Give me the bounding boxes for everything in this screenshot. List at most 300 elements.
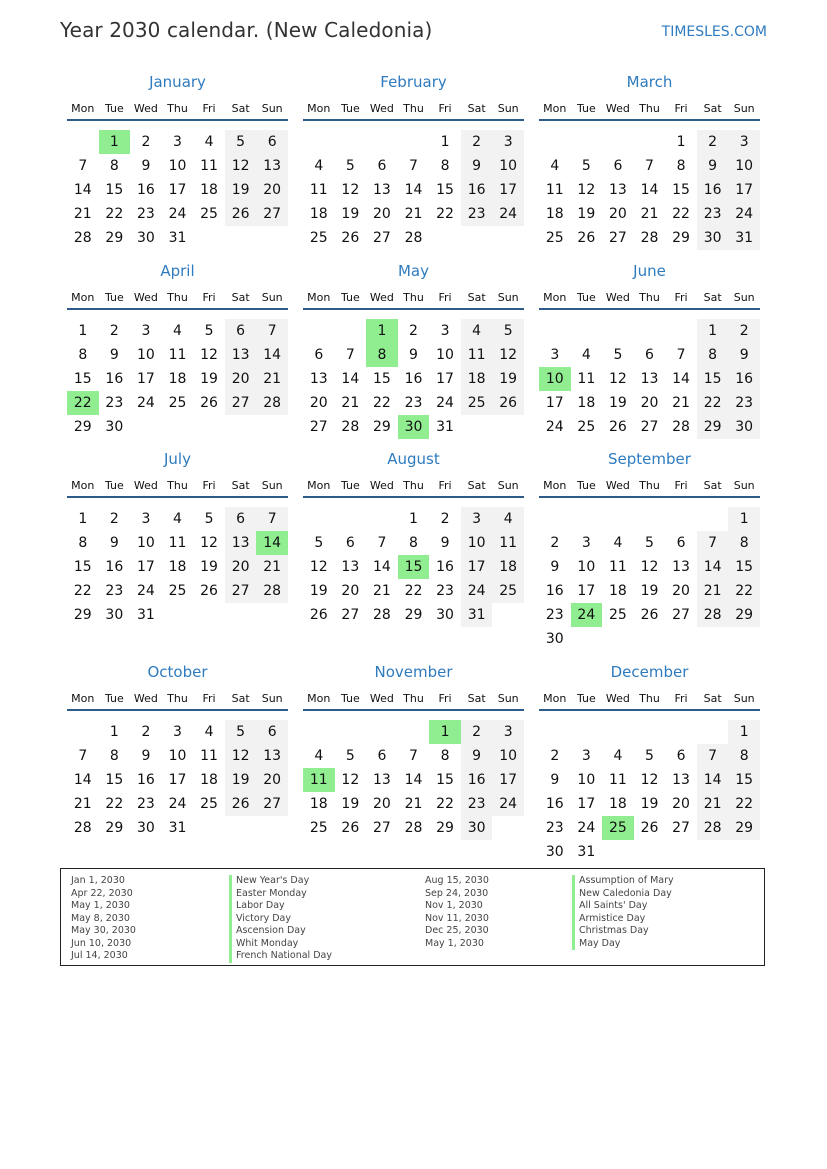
day-cell[interactable]: 1: [78, 511, 88, 527]
day-cell[interactable]: 2: [550, 535, 560, 551]
day-cell[interactable]: 11: [200, 158, 218, 174]
day-cell[interactable]: 9: [550, 772, 560, 788]
day-cell[interactable]: 28: [640, 230, 659, 246]
day-cell[interactable]: 12: [640, 559, 659, 575]
day-cell[interactable]: 12: [200, 535, 218, 551]
day-cell[interactable]: 8: [728, 531, 760, 555]
day-cell[interactable]: 21: [372, 583, 391, 599]
day-cell[interactable]: 25: [545, 230, 564, 246]
day-cell[interactable]: 9: [728, 343, 760, 367]
day-cell[interactable]: 26: [577, 230, 596, 246]
day-cell[interactable]: 4: [492, 507, 524, 531]
day-cell[interactable]: 26: [341, 820, 360, 836]
day-cell[interactable]: 31: [436, 419, 454, 435]
day-cell[interactable]: 18: [200, 772, 218, 788]
day-cell[interactable]: 26: [608, 419, 627, 435]
day-cell[interactable]: 29: [73, 419, 92, 435]
day-cell[interactable]: 20: [608, 206, 627, 222]
day-cell[interactable]: 13: [372, 182, 391, 198]
day-cell[interactable]: 12: [200, 347, 218, 363]
day-cell[interactable]: 15: [398, 555, 430, 579]
day-cell[interactable]: 27: [372, 230, 391, 246]
day-cell[interactable]: 14: [672, 371, 690, 387]
day-cell[interactable]: 7: [676, 347, 686, 363]
day-cell[interactable]: 18: [168, 559, 187, 575]
day-cell[interactable]: 17: [461, 555, 493, 579]
day-cell[interactable]: 10: [136, 535, 155, 551]
day-cell[interactable]: 4: [461, 319, 493, 343]
day-cell[interactable]: 21: [404, 796, 423, 812]
day-cell[interactable]: 13: [640, 371, 659, 387]
day-cell[interactable]: 22: [372, 395, 391, 411]
day-cell[interactable]: 9: [141, 748, 151, 764]
day-cell[interactable]: 14: [404, 182, 423, 198]
brand-link[interactable]: TIMESLES.COM: [661, 24, 767, 40]
day-cell[interactable]: 24: [461, 579, 493, 603]
day-cell[interactable]: 22: [672, 206, 690, 222]
day-cell[interactable]: 3: [492, 130, 524, 154]
day-cell[interactable]: 16: [136, 182, 155, 198]
day-cell[interactable]: 10: [539, 367, 571, 391]
day-cell[interactable]: 15: [73, 371, 92, 387]
day-cell[interactable]: 17: [492, 178, 524, 202]
day-cell[interactable]: 27: [672, 607, 690, 623]
day-cell[interactable]: 21: [640, 206, 659, 222]
day-cell[interactable]: 25: [200, 206, 218, 222]
day-cell[interactable]: 8: [676, 158, 686, 174]
day-cell[interactable]: 17: [136, 371, 155, 387]
day-cell[interactable]: 29: [372, 419, 391, 435]
day-cell[interactable]: 23: [461, 202, 493, 226]
day-cell[interactable]: 16: [136, 772, 155, 788]
day-cell[interactable]: 28: [404, 230, 423, 246]
day-cell[interactable]: 22: [404, 583, 423, 599]
day-cell[interactable]: 6: [256, 720, 288, 744]
day-cell[interactable]: 27: [608, 230, 627, 246]
day-cell[interactable]: 23: [461, 792, 493, 816]
day-cell[interactable]: 12: [492, 343, 524, 367]
day-cell[interactable]: 20: [372, 206, 391, 222]
day-cell[interactable]: 20: [341, 583, 360, 599]
day-cell[interactable]: 2: [109, 511, 119, 527]
day-cell[interactable]: 6: [225, 507, 257, 531]
day-cell[interactable]: 31: [168, 230, 187, 246]
day-cell[interactable]: 4: [314, 158, 324, 174]
day-cell[interactable]: 11: [200, 748, 218, 764]
day-cell[interactable]: 26: [225, 202, 257, 226]
day-cell[interactable]: 1: [697, 319, 729, 343]
day-cell[interactable]: 12: [608, 371, 627, 387]
day-cell[interactable]: 13: [672, 559, 690, 575]
day-cell[interactable]: 11: [492, 531, 524, 555]
day-cell[interactable]: 24: [577, 820, 596, 836]
day-cell[interactable]: 27: [341, 607, 360, 623]
day-cell[interactable]: 8: [409, 535, 418, 551]
day-cell[interactable]: 31: [728, 226, 760, 250]
day-cell[interactable]: 2: [440, 511, 450, 527]
day-cell[interactable]: 29: [404, 607, 423, 623]
day-cell[interactable]: 13: [256, 154, 288, 178]
day-cell[interactable]: 12: [225, 154, 257, 178]
day-cell[interactable]: 15: [697, 367, 729, 391]
day-cell[interactable]: 30: [398, 415, 430, 439]
day-cell[interactable]: 11: [168, 347, 187, 363]
day-cell[interactable]: 14: [697, 768, 729, 792]
day-cell[interactable]: 17: [577, 796, 596, 812]
day-cell[interactable]: 8: [440, 748, 450, 764]
day-cell[interactable]: 10: [492, 154, 524, 178]
day-cell[interactable]: 5: [345, 748, 355, 764]
day-cell[interactable]: 22: [105, 206, 124, 222]
day-cell[interactable]: 19: [640, 796, 659, 812]
day-cell[interactable]: 27: [640, 419, 659, 435]
day-cell[interactable]: 4: [613, 535, 623, 551]
day-cell[interactable]: 22: [697, 391, 729, 415]
day-cell[interactable]: 13: [225, 343, 257, 367]
day-cell[interactable]: 23: [105, 583, 124, 599]
day-cell[interactable]: 4: [204, 724, 214, 740]
day-cell[interactable]: 14: [697, 555, 729, 579]
day-cell[interactable]: 25: [602, 816, 634, 840]
day-cell[interactable]: 17: [492, 768, 524, 792]
day-cell[interactable]: 27: [225, 391, 257, 415]
day-cell[interactable]: 2: [109, 323, 119, 339]
day-cell[interactable]: 3: [141, 323, 151, 339]
day-cell[interactable]: 23: [105, 395, 124, 411]
day-cell[interactable]: 10: [577, 559, 596, 575]
day-cell[interactable]: 26: [492, 391, 524, 415]
day-cell[interactable]: 2: [697, 130, 729, 154]
day-cell[interactable]: 27: [672, 820, 690, 836]
day-cell[interactable]: 4: [173, 323, 182, 339]
day-cell[interactable]: 28: [341, 419, 360, 435]
day-cell[interactable]: 8: [440, 158, 450, 174]
day-cell[interactable]: 11: [461, 343, 493, 367]
day-cell[interactable]: 16: [105, 559, 124, 575]
day-cell[interactable]: 21: [256, 555, 288, 579]
day-cell[interactable]: 29: [728, 816, 760, 840]
day-cell[interactable]: 29: [697, 415, 729, 439]
day-cell[interactable]: 5: [225, 720, 257, 744]
day-cell[interactable]: 1: [728, 507, 760, 531]
day-cell[interactable]: 5: [645, 535, 654, 551]
day-cell[interactable]: 9: [461, 744, 493, 768]
day-cell[interactable]: 18: [608, 583, 627, 599]
day-cell[interactable]: 4: [550, 158, 560, 174]
day-cell[interactable]: 1: [728, 720, 760, 744]
day-cell[interactable]: 31: [461, 603, 493, 627]
day-cell[interactable]: 24: [136, 583, 155, 599]
day-cell[interactable]: 25: [200, 796, 218, 812]
day-cell[interactable]: 25: [461, 391, 493, 415]
day-cell[interactable]: 26: [225, 792, 257, 816]
day-cell[interactable]: 7: [645, 158, 654, 174]
day-cell[interactable]: 6: [377, 158, 387, 174]
day-cell[interactable]: 10: [728, 154, 760, 178]
day-cell[interactable]: 26: [200, 395, 218, 411]
day-cell[interactable]: 13: [672, 772, 690, 788]
day-cell[interactable]: 7: [256, 507, 288, 531]
day-cell[interactable]: 30: [545, 844, 564, 860]
day-cell[interactable]: 5: [492, 319, 524, 343]
day-cell[interactable]: 23: [136, 796, 155, 812]
day-cell[interactable]: 17: [545, 395, 564, 411]
day-cell[interactable]: 19: [640, 583, 659, 599]
day-cell[interactable]: 8: [366, 343, 398, 367]
day-cell[interactable]: 1: [440, 134, 450, 150]
day-cell[interactable]: 24: [492, 792, 524, 816]
day-cell[interactable]: 21: [697, 579, 729, 603]
day-cell[interactable]: 24: [571, 603, 603, 627]
day-cell[interactable]: 4: [613, 748, 623, 764]
day-cell[interactable]: 23: [728, 391, 760, 415]
day-cell[interactable]: 11: [303, 768, 335, 792]
day-cell[interactable]: 8: [78, 347, 88, 363]
day-cell[interactable]: 5: [314, 535, 324, 551]
day-cell[interactable]: 21: [672, 395, 690, 411]
day-cell[interactable]: 18: [545, 206, 564, 222]
day-cell[interactable]: 7: [256, 319, 288, 343]
day-cell[interactable]: 20: [309, 395, 328, 411]
day-cell[interactable]: 16: [105, 371, 124, 387]
day-cell[interactable]: 25: [309, 230, 328, 246]
day-cell[interactable]: 23: [136, 206, 155, 222]
day-cell[interactable]: 20: [640, 395, 659, 411]
day-cell[interactable]: 7: [78, 158, 88, 174]
day-cell[interactable]: 30: [545, 631, 564, 647]
day-cell[interactable]: 9: [109, 347, 119, 363]
day-cell[interactable]: 9: [409, 347, 418, 363]
day-cell[interactable]: 6: [676, 535, 686, 551]
day-cell[interactable]: 14: [341, 371, 360, 387]
day-cell[interactable]: 28: [372, 607, 391, 623]
day-cell[interactable]: 21: [256, 367, 288, 391]
day-cell[interactable]: 30: [105, 419, 124, 435]
day-cell[interactable]: 6: [314, 347, 324, 363]
day-cell[interactable]: 19: [577, 206, 596, 222]
day-cell[interactable]: 14: [256, 531, 288, 555]
day-cell[interactable]: 15: [105, 182, 124, 198]
day-cell[interactable]: 15: [73, 559, 92, 575]
day-cell[interactable]: 24: [728, 202, 760, 226]
day-cell[interactable]: 12: [341, 772, 360, 788]
day-cell[interactable]: 15: [436, 182, 454, 198]
day-cell[interactable]: 22: [436, 796, 454, 812]
day-cell[interactable]: 6: [345, 535, 355, 551]
day-cell[interactable]: 18: [608, 796, 627, 812]
day-cell[interactable]: 17: [136, 559, 155, 575]
day-cell[interactable]: 13: [256, 744, 288, 768]
day-cell[interactable]: 2: [461, 720, 493, 744]
day-cell[interactable]: 1: [99, 130, 131, 154]
day-cell[interactable]: 30: [136, 230, 155, 246]
day-cell[interactable]: 31: [136, 607, 155, 623]
day-cell[interactable]: 3: [141, 511, 151, 527]
day-cell[interactable]: 30: [436, 607, 454, 623]
day-cell[interactable]: 18: [309, 796, 328, 812]
day-cell[interactable]: 18: [200, 182, 218, 198]
day-cell[interactable]: 31: [168, 820, 187, 836]
day-cell[interactable]: 4: [204, 134, 214, 150]
day-cell[interactable]: 9: [461, 154, 493, 178]
day-cell[interactable]: 9: [141, 158, 151, 174]
day-cell[interactable]: 30: [105, 607, 124, 623]
day-cell[interactable]: 9: [550, 559, 560, 575]
day-cell[interactable]: 1: [429, 720, 461, 744]
day-cell[interactable]: 2: [141, 134, 151, 150]
day-cell[interactable]: 24: [136, 395, 155, 411]
day-cell[interactable]: 18: [461, 367, 493, 391]
day-cell[interactable]: 11: [309, 182, 328, 198]
day-cell[interactable]: 20: [256, 178, 288, 202]
day-cell[interactable]: 8: [728, 744, 760, 768]
day-cell[interactable]: 22: [67, 391, 99, 415]
day-cell[interactable]: 11: [608, 772, 627, 788]
day-cell[interactable]: 28: [672, 419, 690, 435]
day-cell[interactable]: 7: [409, 748, 418, 764]
day-cell[interactable]: 29: [105, 820, 124, 836]
day-cell[interactable]: 17: [168, 772, 187, 788]
day-cell[interactable]: 3: [440, 323, 450, 339]
day-cell[interactable]: 19: [200, 559, 218, 575]
day-cell[interactable]: 28: [256, 579, 288, 603]
day-cell[interactable]: 19: [492, 367, 524, 391]
day-cell[interactable]: 23: [404, 395, 423, 411]
day-cell[interactable]: 13: [309, 371, 328, 387]
day-cell[interactable]: 20: [225, 367, 257, 391]
day-cell[interactable]: 14: [256, 343, 288, 367]
day-cell[interactable]: 19: [309, 583, 328, 599]
day-cell[interactable]: 4: [314, 748, 324, 764]
day-cell[interactable]: 30: [136, 820, 155, 836]
day-cell[interactable]: 8: [697, 343, 729, 367]
day-cell[interactable]: 12: [577, 182, 596, 198]
day-cell[interactable]: 15: [436, 772, 454, 788]
day-cell[interactable]: 25: [492, 579, 524, 603]
day-cell[interactable]: 31: [577, 844, 596, 860]
day-cell[interactable]: 1: [78, 323, 88, 339]
day-cell[interactable]: 20: [372, 796, 391, 812]
day-cell[interactable]: 1: [109, 724, 119, 740]
day-cell[interactable]: 13: [372, 772, 391, 788]
day-cell[interactable]: 19: [608, 395, 627, 411]
day-cell[interactable]: 3: [550, 347, 560, 363]
day-cell[interactable]: 30: [461, 816, 493, 840]
day-cell[interactable]: 2: [728, 319, 760, 343]
day-cell[interactable]: 13: [225, 531, 257, 555]
day-cell[interactable]: 14: [404, 772, 423, 788]
day-cell[interactable]: 19: [341, 206, 360, 222]
day-cell[interactable]: 12: [225, 744, 257, 768]
day-cell[interactable]: 19: [225, 768, 257, 792]
day-cell[interactable]: 1: [676, 134, 686, 150]
day-cell[interactable]: 16: [697, 178, 729, 202]
day-cell[interactable]: 17: [577, 583, 596, 599]
day-cell[interactable]: 11: [545, 182, 564, 198]
day-cell[interactable]: 24: [168, 206, 187, 222]
day-cell[interactable]: 8: [109, 158, 119, 174]
day-cell[interactable]: 5: [225, 130, 257, 154]
day-cell[interactable]: 6: [225, 319, 257, 343]
day-cell[interactable]: 24: [545, 419, 564, 435]
day-cell[interactable]: 12: [309, 559, 328, 575]
day-cell[interactable]: 14: [372, 559, 391, 575]
day-cell[interactable]: 25: [168, 583, 187, 599]
day-cell[interactable]: 3: [581, 535, 591, 551]
day-cell[interactable]: 6: [613, 158, 623, 174]
day-cell[interactable]: 18: [577, 395, 596, 411]
day-cell[interactable]: 19: [341, 796, 360, 812]
day-cell[interactable]: 21: [73, 796, 92, 812]
day-cell[interactable]: 16: [461, 768, 493, 792]
day-cell[interactable]: 26: [640, 820, 659, 836]
day-cell[interactable]: 29: [672, 230, 690, 246]
day-cell[interactable]: 7: [409, 158, 418, 174]
day-cell[interactable]: 7: [345, 347, 355, 363]
day-cell[interactable]: 10: [492, 744, 524, 768]
day-cell[interactable]: 4: [581, 347, 591, 363]
day-cell[interactable]: 4: [173, 511, 182, 527]
day-cell[interactable]: 22: [73, 583, 92, 599]
day-cell[interactable]: 25: [577, 419, 596, 435]
day-cell[interactable]: 12: [341, 182, 360, 198]
day-cell[interactable]: 5: [204, 511, 214, 527]
day-cell[interactable]: 7: [697, 531, 729, 555]
day-cell[interactable]: 29: [105, 230, 124, 246]
day-cell[interactable]: 30: [728, 415, 760, 439]
day-cell[interactable]: 25: [168, 395, 187, 411]
day-cell[interactable]: 23: [436, 583, 454, 599]
day-cell[interactable]: 20: [256, 768, 288, 792]
day-cell[interactable]: 22: [728, 579, 760, 603]
day-cell[interactable]: 27: [309, 419, 328, 435]
day-cell[interactable]: 26: [341, 230, 360, 246]
day-cell[interactable]: 28: [256, 391, 288, 415]
day-cell[interactable]: 27: [256, 202, 288, 226]
day-cell[interactable]: 1: [409, 511, 418, 527]
day-cell[interactable]: 5: [645, 748, 654, 764]
day-cell[interactable]: 6: [256, 130, 288, 154]
day-cell[interactable]: 14: [73, 772, 92, 788]
day-cell[interactable]: 27: [372, 820, 391, 836]
day-cell[interactable]: 28: [73, 820, 92, 836]
day-cell[interactable]: 13: [341, 559, 360, 575]
day-cell[interactable]: 5: [204, 323, 214, 339]
day-cell[interactable]: 29: [728, 603, 760, 627]
day-cell[interactable]: 10: [461, 531, 493, 555]
day-cell[interactable]: 26: [640, 607, 659, 623]
day-cell[interactable]: 3: [728, 130, 760, 154]
day-cell[interactable]: 1: [366, 319, 398, 343]
day-cell[interactable]: 2: [461, 130, 493, 154]
day-cell[interactable]: 26: [309, 607, 328, 623]
day-cell[interactable]: 30: [697, 226, 729, 250]
day-cell[interactable]: 3: [492, 720, 524, 744]
day-cell[interactable]: 15: [728, 768, 760, 792]
day-cell[interactable]: 8: [109, 748, 119, 764]
day-cell[interactable]: 25: [608, 607, 627, 623]
day-cell[interactable]: 20: [672, 796, 690, 812]
day-cell[interactable]: 16: [436, 559, 454, 575]
day-cell[interactable]: 6: [377, 748, 387, 764]
day-cell[interactable]: 16: [728, 367, 760, 391]
day-cell[interactable]: 24: [436, 395, 454, 411]
day-cell[interactable]: 28: [697, 816, 729, 840]
day-cell[interactable]: 20: [672, 583, 690, 599]
day-cell[interactable]: 16: [545, 796, 564, 812]
day-cell[interactable]: 24: [168, 796, 187, 812]
day-cell[interactable]: 15: [672, 182, 690, 198]
